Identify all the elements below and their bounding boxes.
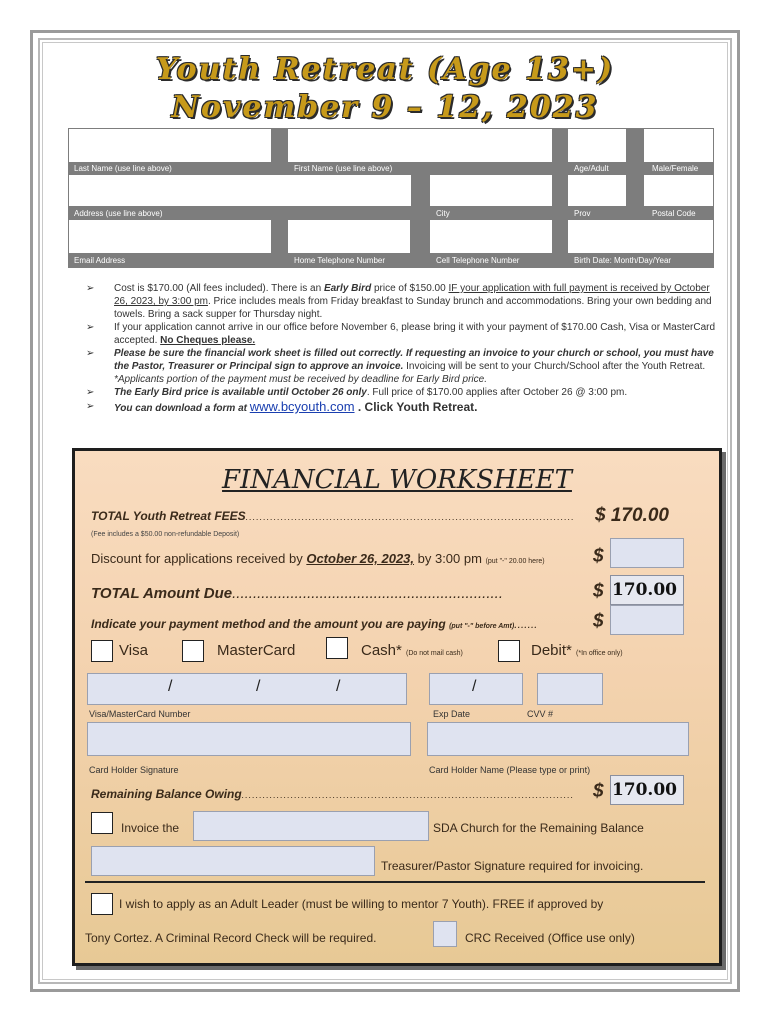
arrow-icon: ➢ (86, 401, 95, 412)
title-line-2: November 9 – 12, 2023 (171, 90, 599, 125)
bullet-early-bird: ➢ The Early Bird price is available until October 26 only. Full price of $170.00 applies after October 26 @ 3:00 pm. (86, 387, 628, 398)
bullet-worksheet: ➢ Please be sure the financial work sheet is filled out correctly. If requesting an invoice to your church or school, you must have the Pastor, Treasurer or Principal sign to approve an invoice. Invoicing will be sent to your Church/School after the Youth Retreat. *Applicants portion of the payment must be received by deadline for Early Bird price. (86, 348, 714, 385)
total-fees-label: TOTAL Youth Retreat FEES (91, 509, 246, 523)
leader-dots: ............................................................................................... (241, 790, 575, 800)
title-line-1: Youth Retreat (Age 13+) (155, 52, 615, 87)
postal-code-field[interactable] (644, 175, 713, 206)
remaining-balance-row (91, 787, 574, 801)
bcyouth-link[interactable]: www.bcyouth.com (249, 399, 355, 414)
address-field[interactable] (69, 175, 411, 206)
debit-label: Debit* (531, 642, 572, 659)
church-name-field[interactable] (193, 811, 429, 841)
address-label: Address (use line above) (74, 209, 163, 218)
leader-dots: .............................................................................................. (245, 512, 575, 522)
adult-leader-text: I wish to apply as an Adult Leader (must be willing to mentor 7 Youth). FREE if approved by (119, 897, 604, 911)
card-number-label: Visa/MasterCard Number (89, 709, 191, 719)
email-field[interactable] (69, 220, 271, 253)
total-due-value: 170.00 (610, 575, 684, 605)
leader-dots: ................................................................. (232, 585, 503, 602)
last-name-field[interactable] (69, 129, 271, 162)
city-field[interactable] (430, 175, 552, 206)
card-number-field[interactable]: / / / (87, 673, 407, 705)
cvv-field[interactable] (537, 673, 603, 705)
payment-dollar: $ (593, 611, 604, 632)
visa-label: Visa (119, 642, 148, 659)
exp-date-field[interactable]: / (429, 673, 523, 705)
financial-worksheet (72, 448, 722, 966)
debit-checkbox[interactable] (498, 640, 520, 662)
arrow-icon: ➢ (86, 387, 95, 398)
worksheet-title: FINANCIAL WORKSHEET (222, 465, 572, 495)
total-fees-value: $ 170.00 (595, 505, 669, 526)
visa-checkbox[interactable] (91, 640, 113, 662)
last-name-label: Last Name (use line above) (74, 164, 172, 173)
card-holder-name-field[interactable] (427, 722, 689, 756)
payment-method-row: Indicate your payment method and the amount you are paying (put "-" before Amt)....... (91, 617, 538, 631)
mastercard-label: MasterCard (217, 642, 296, 659)
bullet-cost: ➢ Cost is $170.00 (All fees included). There is an Early Bird price of $150.00 IF your application with full payment is received by October 26, 2023, by 3:00 pm. Price includes meals from Friday breakfast to Sunday brunch and accommodations. Bring your own bedding and towels. Bring a sack supper for Thursday night. (86, 283, 712, 320)
card-holder-signature-field[interactable] (87, 722, 411, 756)
home-phone-field[interactable] (288, 220, 410, 253)
bullet-late-arrival: ➢ If your application cannot arrive in our office before November 6, please bring it with your payment of $170.00 Cash, Visa or MasterCard accepted. No Cheques please. (86, 322, 716, 346)
arrow-icon: ➢ (86, 283, 95, 294)
separator-line (85, 881, 705, 883)
cash-label: Cash* (361, 642, 402, 659)
fee-note: (Fee includes a $50.00 non-refundable Deposit) (91, 531, 240, 538)
cash-checkbox[interactable] (326, 637, 348, 659)
first-name-label: First Name (use line above) (294, 164, 393, 173)
payment-amount-field[interactable] (610, 605, 684, 635)
age-adult-label: Age/Adult (574, 164, 609, 173)
first-name-field[interactable] (288, 129, 552, 162)
invoice-tail-label: SDA Church for the Remaining Balance (433, 821, 644, 835)
email-label: Email Address (74, 256, 126, 265)
registration-grid (68, 128, 714, 268)
treasurer-signature-field[interactable] (91, 846, 375, 876)
adult-leader-text-2: Tony Cortez. A Criminal Record Check will be required. (85, 931, 377, 945)
cvv-label: CVV # (527, 709, 554, 719)
home-phone-label: Home Telephone Number (294, 256, 386, 265)
birth-date-label: Birth Date: Month/Day/Year (574, 256, 672, 265)
city-label: City (436, 209, 450, 218)
total-due-dollar: $ (593, 581, 604, 602)
crc-received-label: CRC Received (Office use only) (465, 931, 635, 945)
info-bullets (86, 282, 716, 415)
discount-dollar: $ (593, 546, 604, 567)
exp-date-label: Exp Date (433, 709, 471, 719)
card-holder-signature-label: Card Holder Signature (89, 765, 179, 775)
mastercard-checkbox[interactable] (182, 640, 204, 662)
invoice-the-label: Invoice the (121, 821, 180, 835)
cell-phone-field[interactable] (430, 220, 552, 253)
bullet-download: ➢ You can download a form at www.bcyouth.com . Click Youth Retreat. (86, 399, 478, 414)
crc-received-checkbox[interactable] (433, 921, 457, 947)
postal-code-label: Postal Code (652, 209, 696, 218)
treasurer-label: Treasurer/Pastor Signature required for invoicing. (381, 859, 644, 873)
cell-phone-label: Cell Telephone Number (436, 256, 520, 265)
age-adult-field[interactable] (568, 129, 626, 162)
discount-amount-field[interactable] (610, 538, 684, 568)
total-fees-row (91, 509, 575, 523)
discount-row: Discount for applications received by October 26, 2023, by 3:00 pm (put "-" 20.00 here) (91, 551, 545, 566)
male-female-field[interactable] (644, 129, 713, 162)
male-female-label: Male/Female (652, 164, 699, 173)
prov-field[interactable] (568, 175, 626, 206)
arrow-icon: ➢ (86, 348, 95, 359)
invoice-checkbox[interactable] (91, 812, 113, 834)
remaining-balance-label: Remaining Balance Owing (91, 787, 242, 801)
prov-label: Prov (574, 209, 591, 218)
total-due-label: TOTAL Amount Due (91, 585, 233, 602)
remaining-balance-value: 170.00 (610, 775, 684, 805)
remaining-dollar: $ (593, 781, 604, 802)
cash-row: Cash* (Do not mail cash) (361, 642, 463, 659)
debit-row: Debit* (*In office only) (531, 642, 623, 659)
total-due-row (91, 585, 503, 602)
card-holder-name-label: Card Holder Name (Please type or print) (429, 765, 591, 775)
adult-leader-checkbox[interactable] (91, 893, 113, 915)
birth-date-field[interactable] (568, 220, 713, 253)
arrow-icon: ➢ (86, 322, 95, 333)
